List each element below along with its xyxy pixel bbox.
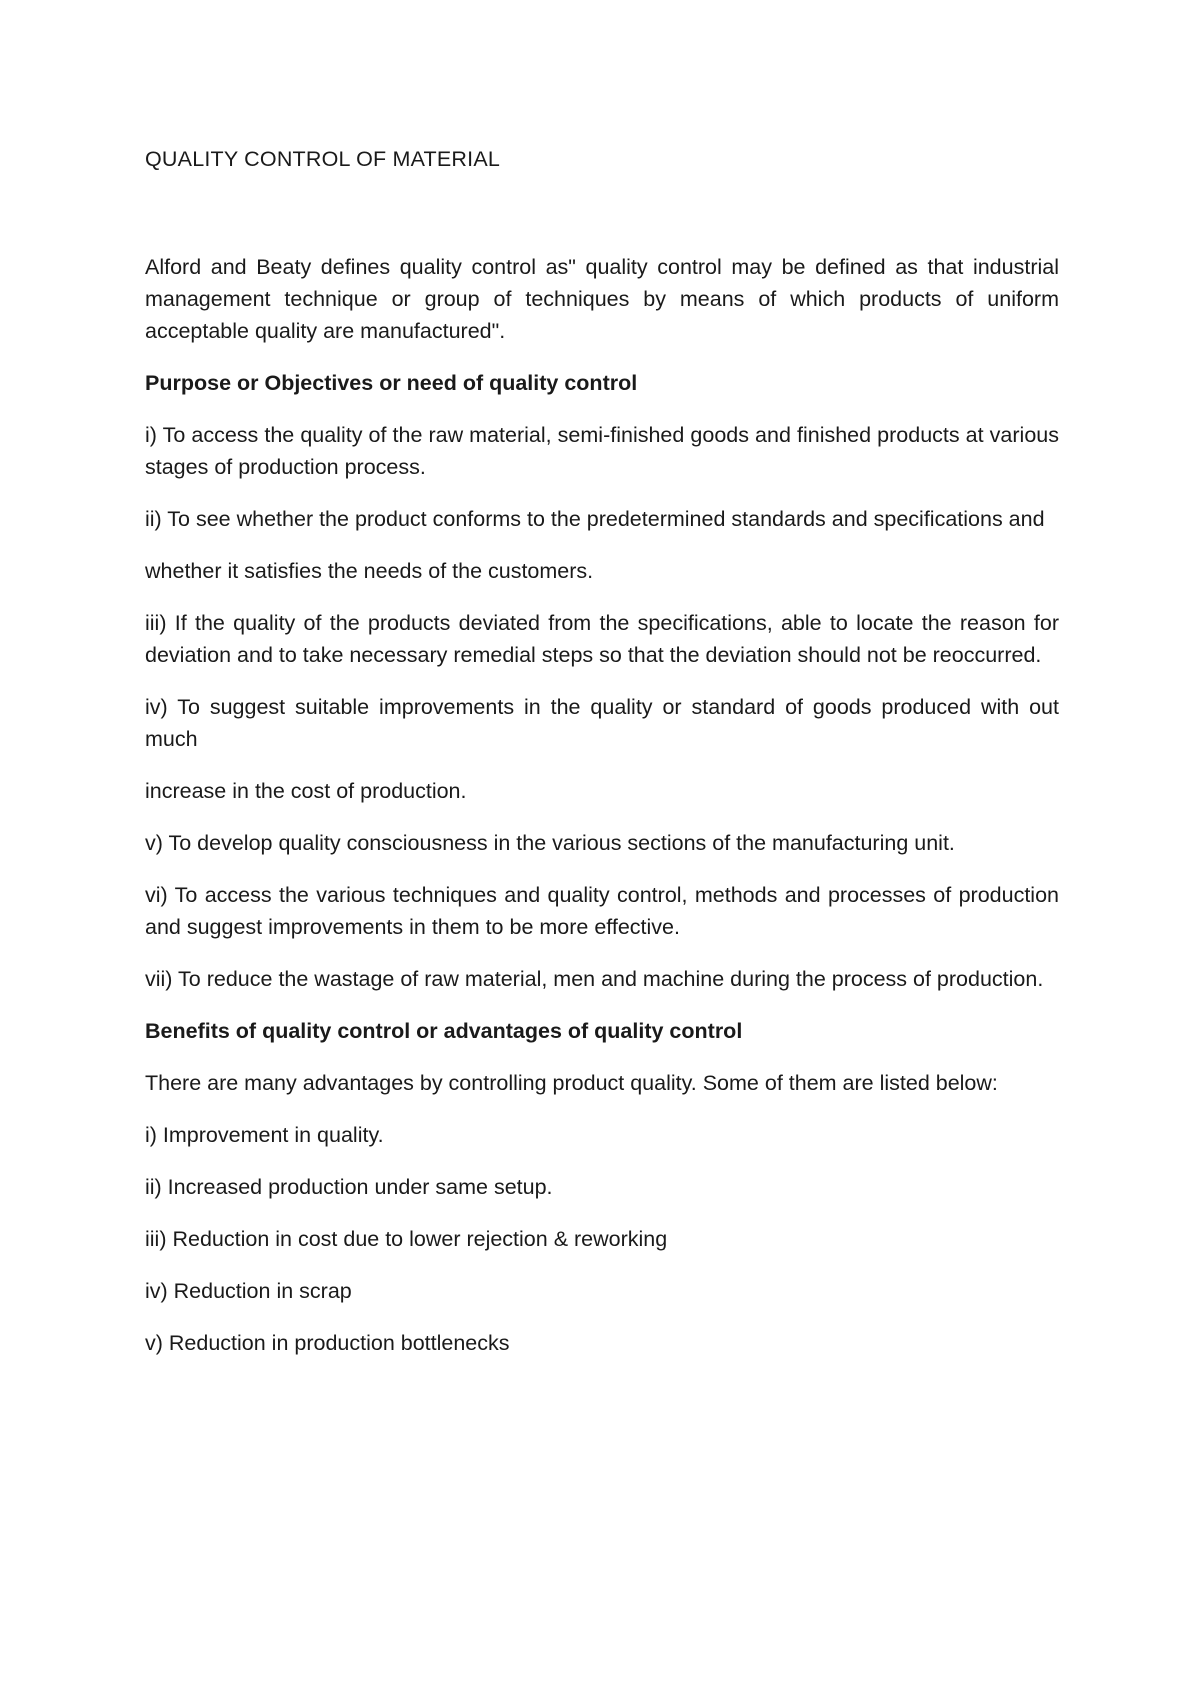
purpose-heading: Purpose or Objectives or need of quality control bbox=[145, 371, 638, 395]
purpose-item: i) To access the quality of the raw material, semi-finished goods and finished products at various stages of production process. bbox=[145, 423, 1059, 479]
document-title: QUALITY CONTROL OF MATERIAL bbox=[145, 147, 501, 171]
benefits-heading: Benefits of quality control or advantages of quality control bbox=[145, 1019, 743, 1043]
purpose-item: ii) To see whether the product conforms to the predetermined standards and specifications and bbox=[145, 507, 1045, 531]
benefits-intro: There are many advantages by controlling product quality. Some of them are listed below: bbox=[145, 1071, 998, 1095]
benefit-item: ii) Increased production under same setup. bbox=[145, 1175, 553, 1199]
purpose-item: whether it satisfies the needs of the customers. bbox=[145, 559, 594, 583]
definition-paragraph: Alford and Beaty defines quality control as" quality control may be defined as that industrial management technique or group of techniques by means of which products of uniform acceptable quality are manufactured". bbox=[145, 255, 1059, 343]
purpose-item: iv) To suggest suitable improvements in the quality or standard of goods produced with out much bbox=[145, 695, 1059, 751]
document-page bbox=[145, 143, 1059, 1379]
benefit-item: v) Reduction in production bottlenecks bbox=[145, 1331, 510, 1355]
purpose-item: increase in the cost of production. bbox=[145, 779, 467, 803]
purpose-item: iii) If the quality of the products deviated from the specifications, able to locate the reason for deviation and to take necessary remedial steps so that the deviation should not be reoccurred. bbox=[145, 611, 1059, 667]
purpose-item: vii) To reduce the wastage of raw material, men and machine during the process of production. bbox=[145, 967, 1044, 991]
purpose-item: v) To develop quality consciousness in the various sections of the manufacturing unit. bbox=[145, 831, 955, 855]
benefit-item: iii) Reduction in cost due to lower rejection & reworking bbox=[145, 1227, 668, 1251]
benefit-item: i) Improvement in quality. bbox=[145, 1123, 384, 1147]
benefit-item: iv) Reduction in scrap bbox=[145, 1279, 352, 1303]
purpose-item: vi) To access the various techniques and quality control, methods and processes of production and suggest improvements in them to be more effective. bbox=[145, 883, 1059, 939]
